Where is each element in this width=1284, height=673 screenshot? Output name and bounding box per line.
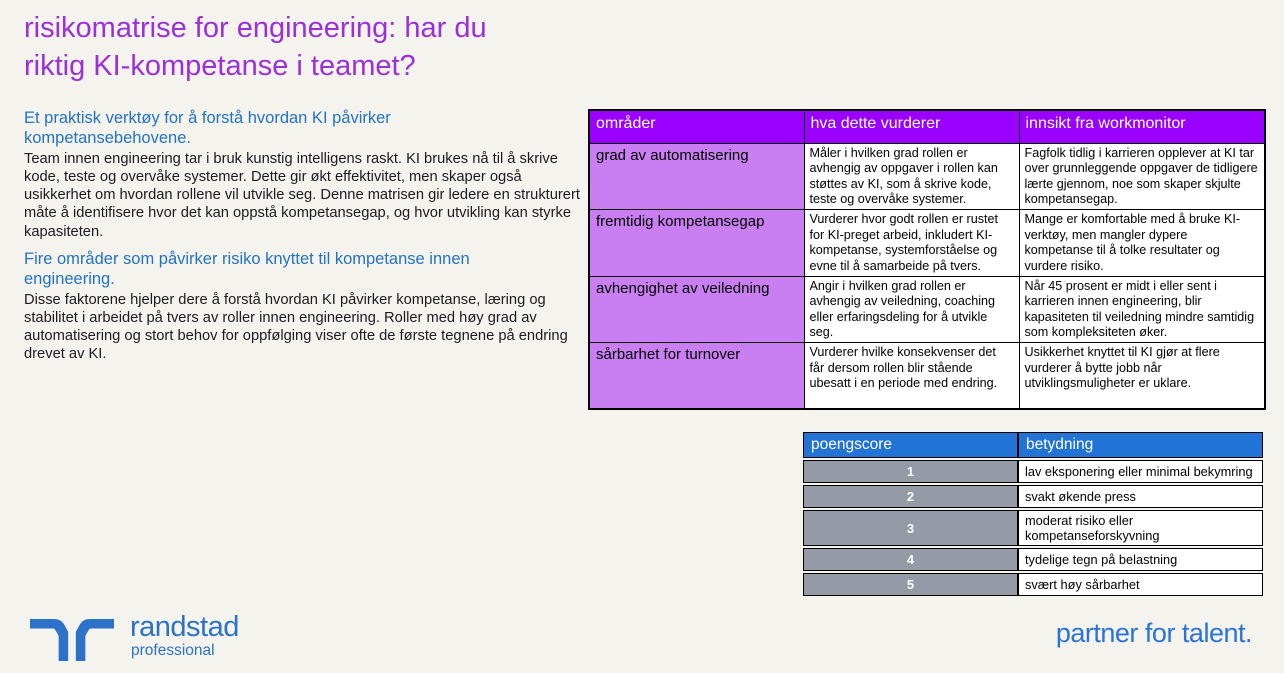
intro-heading: Et praktisk verktøy for å forstå hvordan KI påvirker kompetansebehovene. xyxy=(24,109,391,148)
table-row xyxy=(589,276,1265,342)
brand-tagline: partner for talent. xyxy=(1055,618,1252,648)
matrix-assesses-skills-gap: Vurderer hvor godt rollen er rustet for KI-preget arbeid, inkludert KI-kompetanse, systemforståelse og evne til å samarbeide på tvers. xyxy=(804,210,1019,276)
score-header-meaning: betydning xyxy=(1018,432,1263,458)
matrix-area-skills-gap: fremtidig kompetansegap xyxy=(589,210,804,276)
brand-name: randstad xyxy=(130,611,239,643)
matrix-insight-skills-gap: Mange er komfortable med å bruke KI-verktøy, men mangler dypere kompetanse til å tolke resultater og vurdere risiko. xyxy=(1019,210,1265,276)
table-row xyxy=(589,343,1265,409)
page-title: risikomatrise for engineering: har du riktig KI-kompetanse i teamet? xyxy=(24,12,487,82)
score-meaning-4: tydelige tegn på belastning xyxy=(1018,548,1263,571)
areas-heading: Fire områder som påvirker risiko knyttet til kompetanse innen engineering. xyxy=(24,250,470,289)
matrix-area-automation: grad av automatisering xyxy=(589,144,804,210)
matrix-insight-turnover: Usikkerhet knyttet til KI gjør at flere vurderer å bytte jobb når utviklingsmuligheter er uklare. xyxy=(1019,343,1265,409)
areas-body: Disse faktorene hjelper dere å forstå hvordan KI påvirker kompetanse, læring og stabilitet i arbeidet på tvers av roller innen engineering. Roller med høy grad av automatisering og stort behov for oppfølging viser ofte de første tegnene på endring drevet av KI. xyxy=(24,292,568,363)
risk-matrix-table xyxy=(588,109,1266,410)
matrix-header-areas: områder xyxy=(589,110,804,144)
areas-section xyxy=(24,249,584,364)
score-value-5: 5 xyxy=(803,573,1018,596)
matrix-header-insight: innsikt fra workmonitor xyxy=(1019,110,1265,144)
brand-subtitle: professional xyxy=(131,642,215,660)
matrix-insight-mentoring: Når 45 prosent er midt i eller sent i karrieren innen engineering, blir kapasiteten til veiledning mindre samtidig som kompleksiteten øker. xyxy=(1019,276,1265,342)
matrix-insight-automation: Fagfolk tidlig i karrieren opplever at KI tar over grunnleggende oppgaver de tidligere lærte gjennom, noe som skaper skjulte kompetansegap. xyxy=(1019,144,1265,210)
score-legend-table xyxy=(803,430,1263,598)
table-row xyxy=(803,485,1263,508)
matrix-header-assesses: hva dette vurderer xyxy=(804,110,1019,144)
intro-section xyxy=(24,108,584,241)
score-header-row xyxy=(803,432,1263,458)
score-header-score: poengscore xyxy=(803,432,1018,458)
matrix-area-mentoring: avhengighet av veiledning xyxy=(589,276,804,342)
matrix-assesses-automation: Måler i hvilken grad rollen er avhengig av oppgaver i rollen kan støttes av KI, som å skrive kode, teste og overvåke systemer. xyxy=(804,144,1019,210)
score-meaning-2: svakt økende press xyxy=(1018,485,1263,508)
score-meaning-1: lav eksponering eller minimal bekymring xyxy=(1018,460,1263,483)
score-meaning-5: svært høy sårbarhet xyxy=(1018,573,1263,596)
table-row xyxy=(803,510,1263,546)
table-row xyxy=(589,144,1265,210)
matrix-header-row xyxy=(589,110,1265,144)
table-row xyxy=(803,548,1263,571)
intro-body: Team innen engineering tar i bruk kunstig intelligens raskt. KI brukes nå til å skrive kode, teste og overvåke systemer. Dette gir økt effektivitet, men skaper også usikkerhet om hvordan rollene vil utvikle seg. Denne matrisen gir ledere en strukturert måte å identifisere hvor det kan oppstå kompetansegap, og hvor utvikling kan styrke kapasiteten. xyxy=(24,151,580,240)
score-value-1: 1 xyxy=(803,460,1018,483)
score-value-3: 3 xyxy=(803,510,1018,546)
matrix-assesses-turnover: Vurderer hvilke konsekvenser det får dersom rollen blir stående ubesatt i en periode med endring. xyxy=(804,343,1019,409)
randstad-brand xyxy=(30,612,239,664)
score-meaning-3: moderat risiko eller kompetanseforskyvning xyxy=(1018,510,1263,546)
brand-text xyxy=(130,612,239,660)
matrix-assesses-mentoring: Angir i hvilken grad rollen er avhengig av veiledning, coaching eller erfaringsdeling for å utvikle seg. xyxy=(804,276,1019,342)
table-row xyxy=(803,573,1263,596)
score-value-4: 4 xyxy=(803,548,1018,571)
randstad-logo-icon xyxy=(30,616,114,664)
table-row xyxy=(803,460,1263,483)
score-value-2: 2 xyxy=(803,485,1018,508)
table-row xyxy=(589,210,1265,276)
matrix-area-turnover: sårbarhet for turnover xyxy=(589,343,804,409)
